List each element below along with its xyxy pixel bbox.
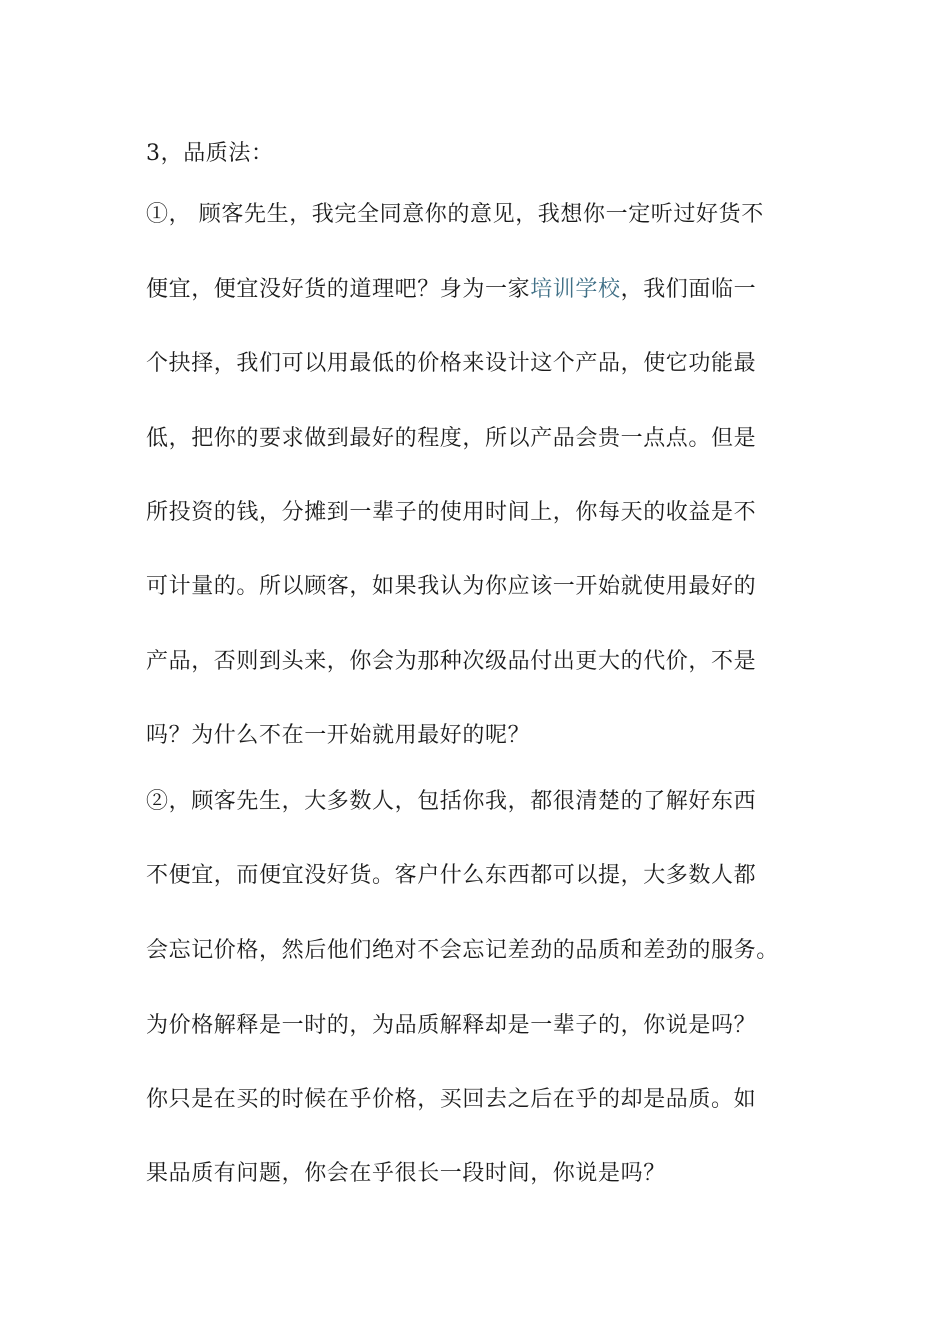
paragraph-2-line-2: 不便宜，而便宜没好货。客户什么东西都可以提，大多数人都 — [146, 863, 757, 888]
paragraph-1-line-1: ①， 顾客先生，我完全同意你的意见，我想你一定听过好货不 — [146, 202, 764, 227]
paragraph-2-line-1: ②，顾客先生，大多数人，包括你我，都很清楚的了解好东西 — [146, 789, 757, 814]
paragraph-1-line-6: 可计量的。所以顾客，如果我认为你应该一开始就使用最好的 — [146, 574, 757, 599]
paragraph-2-line-3: 会忘记价格，然后他们绝对不会忘记差劲的品质和差劲的服务。 — [146, 938, 779, 963]
paragraph-2-line-5: 你只是在买的时候在乎价格，买回去之后在乎的却是品质。如 — [146, 1087, 757, 1112]
paragraph-1-line-2-start: 便宜，便宜没好货的道理吧？身为一家 — [146, 277, 531, 302]
paragraph-1-line-7: 产品，否则到头来，你会为那种次级品付出更大的代价，不是 — [146, 649, 757, 674]
training-school-link[interactable]: 培训学校 — [530, 277, 621, 302]
paragraph-1-line-3: 个抉择，我们可以用最低的价格来设计这个产品，使它功能最 — [146, 351, 757, 376]
section-heading: 3，品质法： — [146, 141, 274, 166]
paragraph-1-line-4: 低，把你的要求做到最好的程度，所以产品会贵一点点。但是 — [146, 426, 757, 451]
paragraph-1-line-2 — [146, 275, 756, 305]
paragraph-1-line-2-end: ，我们面临一 — [620, 277, 757, 302]
paragraph-1-line-8: 吗？为什么不在一开始就用最好的呢？ — [146, 723, 531, 748]
paragraph-1-line-5: 所投资的钱，分摊到一辈子的使用时间上，你每天的收益是不 — [146, 500, 757, 525]
paragraph-2-line-4: 为价格解释是一时的，为品质解释却是一辈子的，你说是吗？ — [146, 1013, 757, 1038]
paragraph-2-line-6: 果品质有问题，你会在乎很长一段时间，你说是吗？ — [146, 1161, 666, 1186]
